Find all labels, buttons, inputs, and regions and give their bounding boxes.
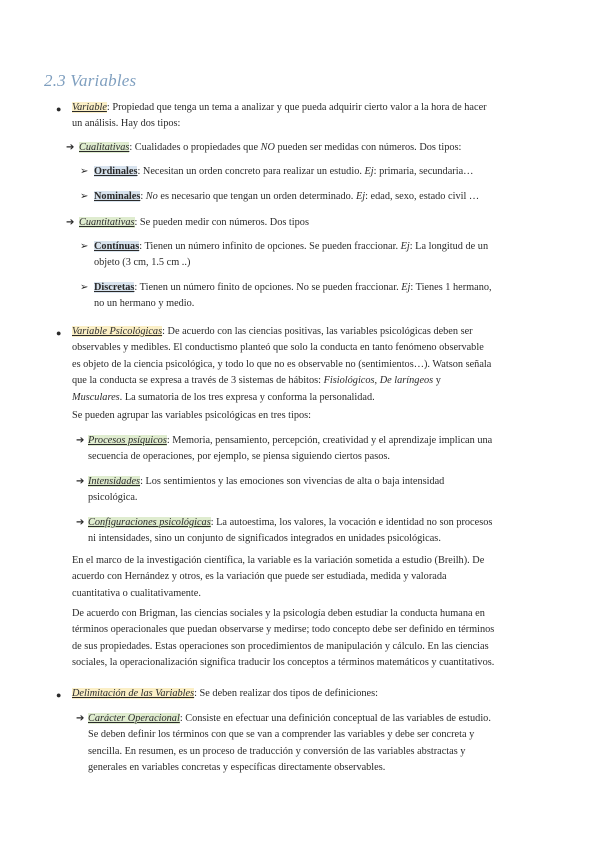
arrow-icon: ➔ xyxy=(66,142,75,153)
continuas-line2: objeto (3 cm, 1.5 cm ..) xyxy=(94,257,191,268)
bullet-icon: ● xyxy=(56,328,62,338)
agrupar-text: Se pueden agrupar las variables psicológicas en tres tipos: xyxy=(72,410,312,421)
ordinales-line: Ordinales: Necesitan un orden concreto para realizar un estudio. Ej: primaria, secundaria… xyxy=(94,166,474,177)
variable-definition-line2: un análisis. Hay dos tipos: xyxy=(72,118,181,129)
arrow-icon: ➔ xyxy=(76,713,85,724)
arrow-icon: ➔ xyxy=(76,476,85,487)
arrow-icon: ➔ xyxy=(76,517,85,528)
delimitacion-line: Delimitación de las Variables: Se deben realizar dos tipos de definiciones: xyxy=(72,688,378,699)
discretas-line2: no un hermano y medio. xyxy=(94,298,195,309)
arrow-icon: ➔ xyxy=(76,435,85,446)
variable-definition: Variable: Propiedad que tenga un tema a analizar y que pueda adquirir cierto valor a la hora de hacer xyxy=(72,102,487,113)
term-variable: Variable xyxy=(72,102,107,113)
intensidades-paragraph: Intensidades: Los sentimientos y las emociones son vivencias de alta o baja intensidad psicológica. xyxy=(88,476,445,504)
operacional-paragraph: Carácter Operacional: Consiste en efectuar una definición conceptual de las variables de estudio. Se deben definir los términos con que se van a comprender las variables y debe ser concreta y sencilla. En resumen, es un proceso de traducción y conversión de las variables abstractas y generales en variables concretas y específicas directamente observables. xyxy=(88,713,491,774)
bullet-icon: ● xyxy=(56,104,62,114)
marco-paragraph: En el marco de la investigación científica, la variable es la variación sometida a estudio (Breilh). De acuerdo con Hernández y otros, es la variación que puede ser estudiada, medida y valorada cuantitativa o cualitativamente. xyxy=(72,555,485,599)
discretas-line: Discretas: Tienen un número finito de opciones. No se pueden fraccionar. Ej: Tienes 1 hermano, xyxy=(94,282,492,293)
nominales-line: Nominales: No es necesario que tengan un orden determinado. Ej: edad, sexo, estado civil … xyxy=(94,191,480,202)
psicologicas-paragraph: Variable Psicológicas: De acuerdo con las ciencias positivas, las variables psicológicas deben ser observables y medibles. El conductismo planteó que solo la conducta en tanto fenómeno observable es objeto de la ciencia psicológica, y todo lo que no es observable no (sentimientos…). Watson señala que la conducta se expresa a través de 3 sistemas de hábitos: Fisiológicos, De laríngeos y Musculares. La sumatoria de los tres expresa y conforma la personalidad. xyxy=(72,326,492,403)
procesos-paragraph: Procesos psíquicos: Memoria, pensamiento, percepción, creatividad y el aprendizaje implican una secuencia de operaciones, por ejemplo, se piensa siguiendo ciertos pasos. xyxy=(88,435,493,463)
cuantitativas-line: Cuantitativas: Se pueden medir con números. Dos tipos xyxy=(79,217,309,228)
triangle-icon: ➢ xyxy=(80,166,89,177)
triangle-icon: ➢ xyxy=(80,241,89,252)
configuraciones-paragraph: Configuraciones psicológicas: La autoestima, los valores, la vocación e identidad no son procesos ni intensidades, sino un conjunto de significados integrados en unidades psicológicas. xyxy=(88,517,493,545)
cualitativas-line: Cualitativas: Cualidades o propiedades que NO pueden ser medidas con números. Dos tipos: xyxy=(79,142,462,153)
brigman-paragraph: De acuerdo con Brigman, las ciencias sociales y la psicología deben estudiar la conducta humana en términos operacionales que puedan observarse y medirse; todo concepto debe ser definido en términos de sus propiedades. Estas operaciones son procedimientos de manipulación y cálculo. En las ciencias sociales, la operacionalización significa traducir los conceptos a términos matemáticos y cuantitativos. xyxy=(72,608,495,669)
bullet-icon: ● xyxy=(56,690,62,700)
triangle-icon: ➢ xyxy=(80,191,89,202)
continuas-line: Contínuas: Tienen un número infinito de opciones. Se pueden fraccionar. Ej: La longitud de un xyxy=(94,241,489,252)
triangle-icon: ➢ xyxy=(80,282,89,293)
page-title: 2.3 Variables xyxy=(44,71,137,90)
arrow-icon: ➔ xyxy=(66,217,75,228)
